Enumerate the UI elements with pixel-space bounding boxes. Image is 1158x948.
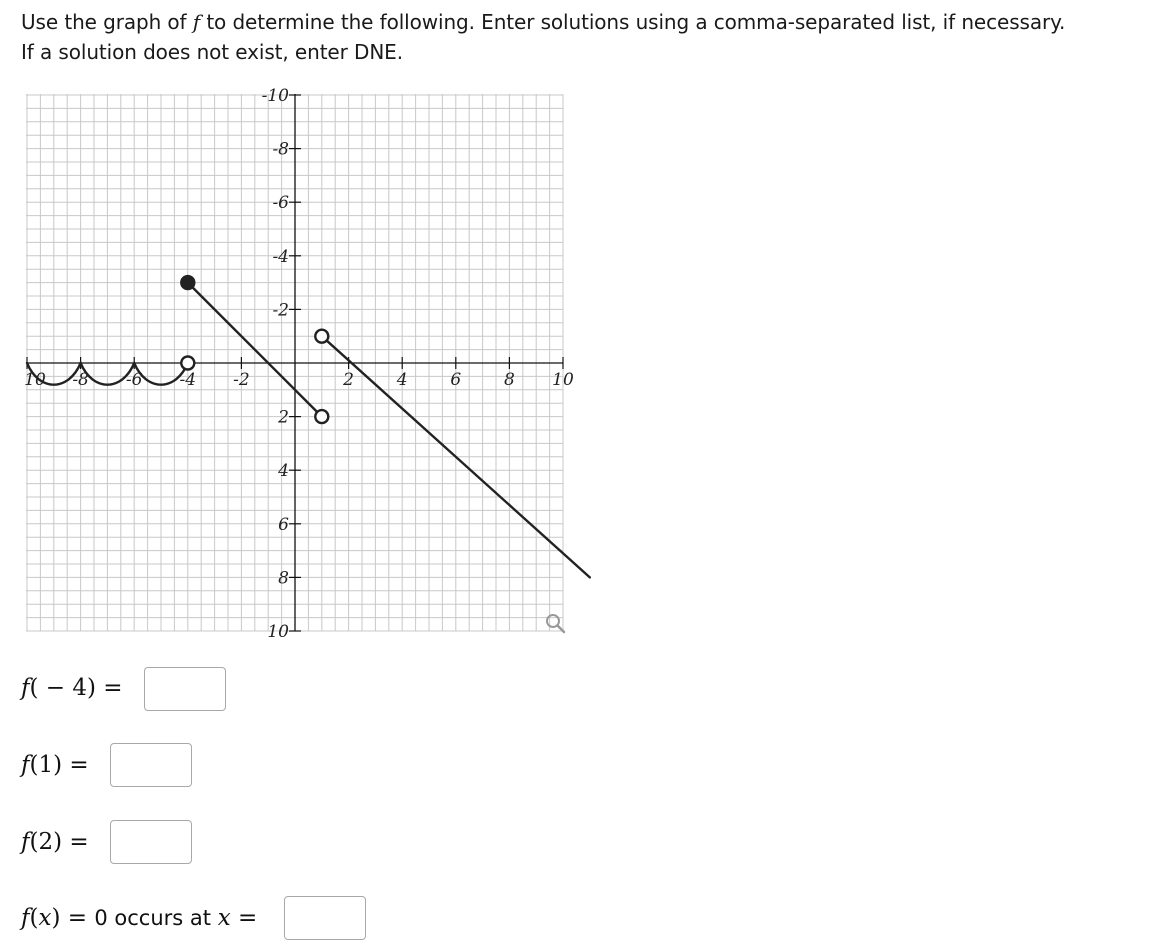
argument: (2) (29, 829, 63, 855)
tick-labels (24, 86, 574, 642)
close-paren: ) (51, 905, 61, 931)
x-tick-label: -2 (233, 370, 250, 390)
answer-input-f-2[interactable] (110, 820, 192, 864)
equals-sign: = (60, 905, 95, 931)
y-tick-label: -8 (272, 139, 289, 160)
closed-endpoint (181, 276, 194, 289)
equals-sign: = (96, 675, 130, 701)
argument: ( − 4) (29, 675, 96, 701)
open-endpoint (315, 410, 328, 423)
y-tick-label: -2 (272, 300, 289, 321)
x-tick-label: 4 (396, 370, 408, 390)
question-label (21, 820, 96, 864)
x-tick-label: 6 (450, 370, 462, 390)
instructions-text-2: to determine the following. Enter solutions using a comma-separated list, if necessary. (200, 10, 1066, 34)
instructions-line-2: If a solution does not exist, enter DNE. (21, 40, 403, 64)
function-symbol: f (21, 829, 30, 855)
equals-sign: = (62, 752, 97, 778)
x-tick-label: 2 (343, 370, 355, 390)
instructions-text-1: Use the graph of (21, 10, 193, 34)
variable-x: x (217, 905, 231, 931)
function-symbol: f (21, 905, 30, 931)
y-tick-label: -4 (272, 246, 289, 267)
x-tick-label: 8 (503, 370, 515, 390)
y-tick-label: 8 (278, 568, 289, 589)
occurs-at-text: 0 occurs at (94, 906, 218, 930)
question-label (21, 896, 265, 940)
question-label (21, 743, 96, 787)
x-tick-label: 10 (552, 370, 574, 390)
open-endpoint (181, 357, 194, 370)
answer-input-f-neg-4[interactable] (144, 667, 226, 711)
x-tick-label: 10 (24, 370, 46, 390)
equals-sign: = (62, 829, 97, 855)
open-paren: ( (29, 905, 39, 931)
function-symbol: f (21, 675, 30, 701)
x-tick-label: -4 (179, 370, 197, 390)
y-tick-label: -10 (261, 86, 289, 106)
x-tick-label: -8 (72, 370, 89, 390)
argument: (1) (29, 752, 63, 778)
open-endpoint (315, 330, 328, 343)
question-label (21, 666, 130, 710)
answer-input-f-1[interactable] (110, 743, 192, 787)
y-tick-label: 2 (278, 407, 289, 428)
equals-sign: = (230, 905, 265, 931)
y-tick-label: -6 (272, 193, 289, 214)
function-symbol: f (21, 752, 30, 778)
y-tick-label: 4 (278, 461, 289, 482)
x-tick-label: -6 (125, 370, 143, 390)
y-tick-label: 6 (278, 514, 289, 535)
answer-input-zeros[interactable] (284, 896, 366, 940)
function-symbol: f (192, 10, 201, 34)
y-tick-label: 10 (267, 622, 289, 642)
variable-x: x (38, 905, 52, 931)
